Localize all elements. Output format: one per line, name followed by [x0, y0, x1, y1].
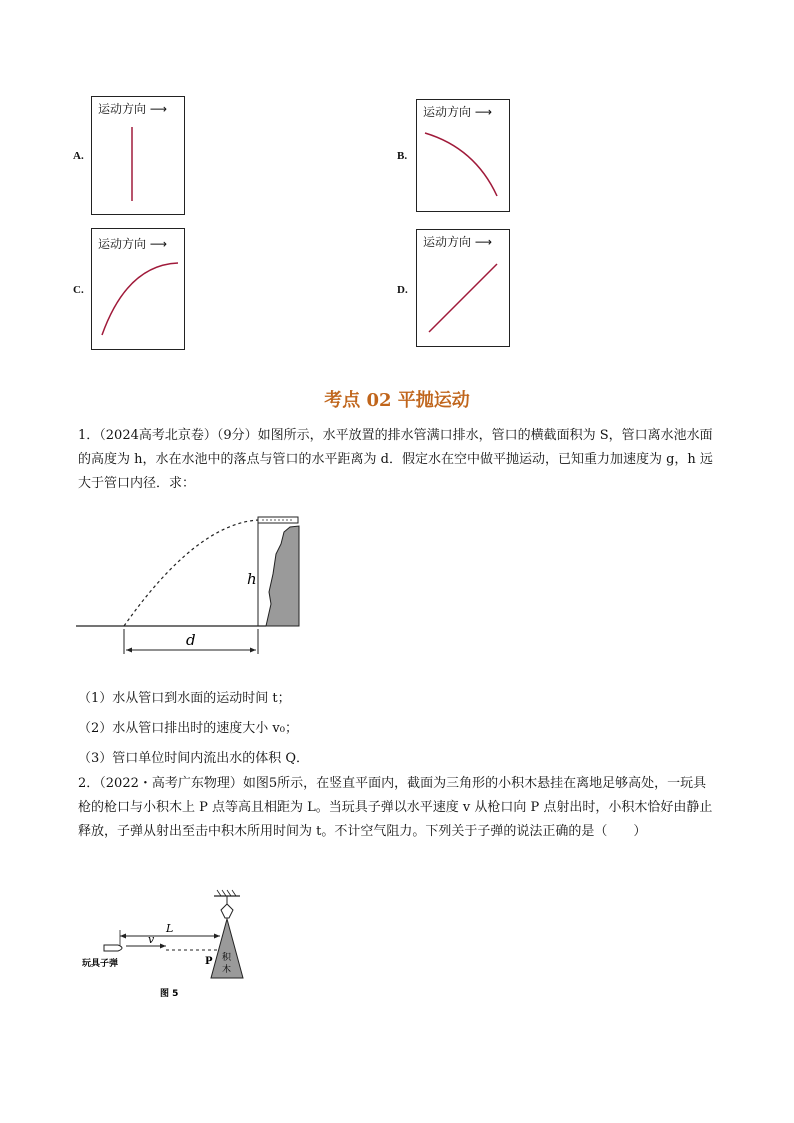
fig-P-label: P	[205, 956, 213, 967]
section-title: 考点 02 平抛运动	[324, 390, 470, 411]
option-d-label: D.	[397, 284, 408, 296]
question-1-text: 1．（2024高考北京卷）（9分）如图所示，水平放置的排水管满口排水，管口的横截面积为 S，管口离水池水面的高度为 h，水在水池中的落点与管口的水平距离为 d．假定水在空中做平抛运动，已知重力加速度为 g，h 远大于管口内径．求：	[78, 428, 713, 491]
fig-h-label: h	[247, 570, 257, 588]
figure-5-bullet-block	[78, 888, 258, 1006]
fig-bullet-label: 玩具子弹	[82, 959, 119, 969]
right-arrow-icon: ⟶	[471, 235, 493, 249]
direction-label: 运动方向 ⟶	[423, 105, 493, 119]
option-a-label: A.	[73, 150, 84, 162]
option-c-label: C.	[73, 284, 84, 296]
fig-d-label: d	[186, 631, 196, 649]
fig-block-char-1: 积	[222, 953, 232, 963]
fig-caption: 图 5	[160, 989, 179, 999]
question-1-sub-1: （1）水从管口到水面的运动时间 t；	[78, 691, 291, 706]
right-arrow-icon: ⟶	[146, 237, 168, 251]
trajectory-line	[92, 97, 184, 214]
right-arrow-icon: ⟶	[471, 105, 493, 119]
direction-label: 运动方向 ⟶	[98, 102, 168, 116]
option-c-graph	[91, 228, 185, 350]
option-b-graph	[416, 99, 510, 212]
direction-label: 运动方向 ⟶	[98, 237, 168, 251]
right-arrow-icon: ⟶	[146, 102, 168, 116]
trajectory-line	[417, 230, 509, 346]
question-1-sub-3: （3）管口单位时间内流出水的体积 Q．	[78, 751, 310, 766]
trajectory-curve	[417, 100, 509, 211]
option-b-label: B.	[397, 150, 408, 162]
question-1-sub-2: （2）水从管口排出时的速度大小 v₀；	[78, 721, 298, 736]
figure-horizontal-projectile	[76, 514, 316, 659]
fig-block-char-2: 木	[222, 965, 232, 975]
question-2-text: 2．（2022・高考广东物理）如图5所示，在竖直平面内，截面为三角形的小积木悬挂在离地足够高处，一玩具枪的枪口与小积木上 P 点等高且相距为 L。当玩具子弹以水平速度 v 从枪口向 P 点射出时，小积木恰好由静止释放，子弹从射出至击中积木所用时间为 t。不计空气阻力。下列关于子弹的说法正确的是（ ）	[78, 776, 713, 839]
direction-label: 运动方向 ⟶	[423, 235, 493, 249]
fig-v-label: v	[148, 933, 155, 946]
option-d-graph	[416, 229, 510, 347]
trajectory-curve	[92, 229, 184, 349]
option-a-graph	[91, 96, 185, 215]
fig-L-label: L	[166, 922, 174, 935]
